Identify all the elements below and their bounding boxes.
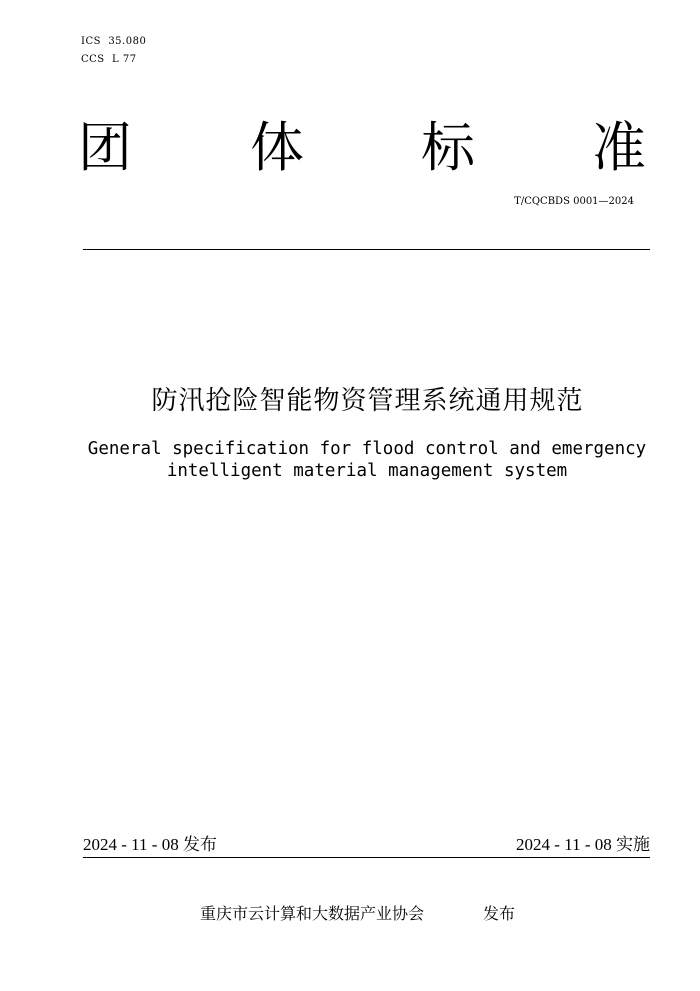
header-divider	[83, 249, 650, 250]
ccs-code: L 77	[112, 54, 137, 65]
ics-label: ICS	[81, 36, 101, 47]
footer-divider	[83, 857, 650, 858]
standard-number: T/CQCBDS 0001—2024	[514, 196, 634, 207]
issuing-organization: 重庆市云计算和大数据产业协会	[200, 904, 425, 923]
ics-line	[81, 36, 146, 47]
title-english	[60, 438, 674, 482]
ccs-label: CCS	[81, 54, 105, 65]
publish-label: 发布	[182, 835, 217, 854]
standard-type-char-2: 体	[250, 116, 304, 179]
implement-date-value: 2024 - 11 - 08	[516, 835, 612, 854]
implement-label: 实施	[616, 835, 650, 854]
standard-type-char-4: 准	[592, 116, 646, 179]
title-english-line-1: General specification for flood control and emergency	[87, 439, 647, 459]
publish-date	[83, 834, 217, 856]
publish-date-value: 2024 - 11 - 08	[83, 835, 179, 854]
title-english-line-2: intelligent material management system	[166, 461, 568, 481]
ccs-line	[81, 54, 137, 65]
ics-code: 35.080	[108, 36, 147, 47]
implement-date	[516, 834, 650, 856]
standard-type-char-1: 团	[78, 116, 132, 179]
issue-label: 发布	[483, 904, 516, 923]
standard-type-char-3: 标	[421, 116, 475, 179]
title-chinese: 防汛抢险智能物资管理系统通用规范	[151, 386, 584, 416]
